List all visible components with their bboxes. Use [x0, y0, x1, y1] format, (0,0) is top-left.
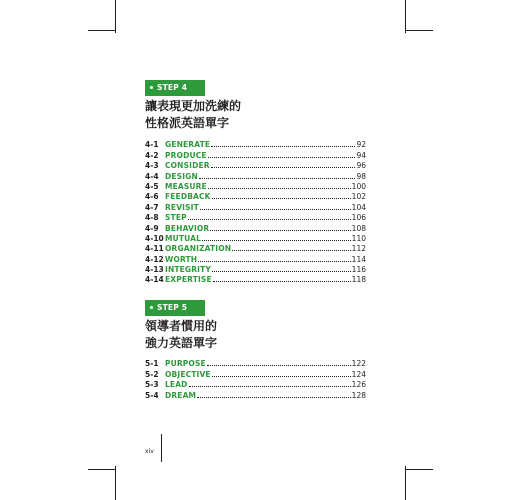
toc-dot-leader	[200, 208, 351, 210]
toc-entry-page: 104	[351, 202, 366, 212]
toc-dot-leader	[199, 177, 356, 179]
toc-entry-page: 112	[351, 244, 366, 254]
toc-entry-number: 4-9	[145, 223, 159, 233]
toc-entry-title: BEHAVIOR	[165, 223, 210, 233]
toc-entry[interactable]	[145, 389, 366, 399]
toc-dot-leader	[207, 364, 351, 366]
toc-entry-title: DREAM	[165, 390, 197, 400]
crop-mark	[115, 0, 116, 33]
toc-entry-page: 110	[351, 233, 366, 243]
step4-heading-line1: 讓表現更加洗練的	[145, 99, 242, 113]
toc-entry-title: CONSIDER	[165, 161, 210, 171]
toc-entry-page: 96	[356, 161, 366, 171]
toc-entry-number: 5-4	[145, 390, 159, 400]
toc-dot-leader	[211, 166, 356, 168]
step5-badge	[145, 300, 205, 316]
step4-badge-label: STEP 4	[157, 83, 188, 92]
toc-dot-leader	[197, 396, 351, 398]
toc-entry-title: GENERATE	[165, 140, 211, 150]
toc-entry-title: INTEGRITY	[165, 265, 211, 275]
toc-entry-title: STEP	[165, 213, 187, 223]
toc-dot-leader	[232, 249, 350, 251]
page-number: xiv	[145, 448, 154, 455]
toc-entry-page: 100	[351, 181, 366, 191]
bullet-dot-icon	[150, 86, 153, 89]
toc-entry-title: PRODUCE	[165, 150, 207, 160]
toc-dot-leader	[212, 270, 351, 272]
toc-entry[interactable]	[145, 181, 366, 191]
bullet-dot-icon	[150, 306, 153, 309]
toc-entry-number: 4-13	[145, 265, 164, 275]
toc-entry-page: 94	[356, 150, 366, 160]
crop-mark	[405, 30, 433, 31]
toc-entry-number: 4-11	[145, 244, 164, 254]
toc-entry-page: 106	[351, 213, 366, 223]
toc-entry-number: 4-3	[145, 161, 159, 171]
toc-entry[interactable]	[145, 139, 366, 149]
toc-entry[interactable]	[145, 379, 366, 389]
toc-dot-leader	[208, 156, 356, 158]
toc-entry[interactable]	[145, 201, 366, 211]
toc-entry-page: 116	[351, 265, 366, 275]
toc-entry[interactable]	[145, 253, 366, 263]
toc-entry-number: 4-7	[145, 202, 159, 212]
toc-entry-title: FEEDBACK	[165, 192, 211, 202]
toc-entry[interactable]	[145, 274, 366, 284]
step5-heading-line1: 領導者慣用的	[145, 319, 218, 333]
toc-entry-title: MUTUAL	[165, 233, 202, 243]
step5-toc-list	[145, 358, 366, 400]
crop-mark	[115, 466, 116, 500]
toc-entry[interactable]	[145, 191, 366, 201]
crop-mark	[405, 0, 406, 33]
toc-dot-leader	[212, 197, 351, 199]
toc-entry-number: 4-12	[145, 254, 164, 264]
step5-heading-line2: 強力英語單字	[145, 336, 218, 350]
toc-entry-title: OBJECTIVE	[165, 369, 211, 379]
step4-badge	[145, 80, 205, 96]
toc-entry-page: 126	[351, 380, 366, 390]
toc-entry-title: PURPOSE	[165, 359, 206, 369]
toc-entry-number: 5-3	[145, 380, 159, 390]
toc-dot-leader	[188, 218, 351, 220]
toc-dot-leader	[212, 375, 351, 377]
toc-entry-page: 124	[351, 369, 366, 379]
toc-dot-leader	[213, 280, 351, 282]
toc-entry-title: ORGANIZATION	[165, 244, 232, 254]
toc-entry-title: REVISIT	[165, 202, 199, 212]
toc-entry-page: 102	[351, 192, 366, 202]
toc-entry-title: WORTH	[165, 254, 198, 264]
toc-entry[interactable]	[145, 368, 366, 378]
toc-entry[interactable]	[145, 233, 366, 243]
toc-entry-title: MEASURE	[165, 181, 207, 191]
toc-entry-number: 5-2	[145, 369, 159, 379]
folio-rule	[161, 434, 162, 462]
toc-entry-page: 114	[351, 254, 366, 264]
toc-entry-number: 4-8	[145, 213, 159, 223]
toc-entry[interactable]	[145, 170, 366, 180]
toc-entry-title: DESIGN	[165, 171, 198, 181]
toc-entry-number: 4-10	[145, 233, 164, 243]
toc-entry-number: 4-1	[145, 140, 159, 150]
toc-dot-leader	[198, 260, 350, 262]
toc-entry-title: EXPERTISE	[165, 275, 212, 285]
toc-entry-number: 4-2	[145, 150, 159, 160]
toc-entry-number: 4-4	[145, 171, 159, 181]
toc-entry-page: 92	[356, 140, 366, 150]
toc-entry[interactable]	[145, 160, 366, 170]
toc-entry-title: LEAD	[165, 380, 188, 390]
toc-entry-page: 128	[351, 390, 366, 400]
toc-dot-leader	[211, 145, 355, 147]
toc-entry-number: 4-5	[145, 181, 159, 191]
crop-mark	[88, 30, 116, 31]
toc-entry-number: 5-1	[145, 359, 159, 369]
step4-toc-list	[145, 139, 366, 284]
step5-badge-label: STEP 5	[157, 303, 188, 312]
toc-dot-leader	[210, 229, 350, 231]
crop-mark	[405, 469, 433, 470]
toc-entry-page: 118	[351, 275, 366, 285]
toc-entry-page: 98	[356, 171, 366, 181]
step5-heading	[145, 318, 217, 352]
toc-entry-number: 4-14	[145, 275, 164, 285]
step4-heading-line2: 性格派英語單字	[145, 116, 230, 130]
toc-entry[interactable]	[145, 212, 366, 222]
toc-entry[interactable]	[145, 264, 366, 274]
toc-entry-number: 4-6	[145, 192, 159, 202]
toc-entry-page: 108	[351, 223, 366, 233]
toc-entry-page: 122	[351, 359, 366, 369]
toc-dot-leader	[202, 239, 351, 241]
toc-entry[interactable]	[145, 243, 366, 253]
toc-dot-leader	[189, 385, 351, 387]
step4-heading	[145, 98, 241, 132]
crop-mark	[88, 469, 116, 470]
toc-entry[interactable]	[145, 358, 366, 368]
toc-entry[interactable]	[145, 149, 366, 159]
crop-mark	[405, 466, 406, 500]
toc-dot-leader	[208, 187, 351, 189]
toc-entry[interactable]	[145, 222, 366, 232]
